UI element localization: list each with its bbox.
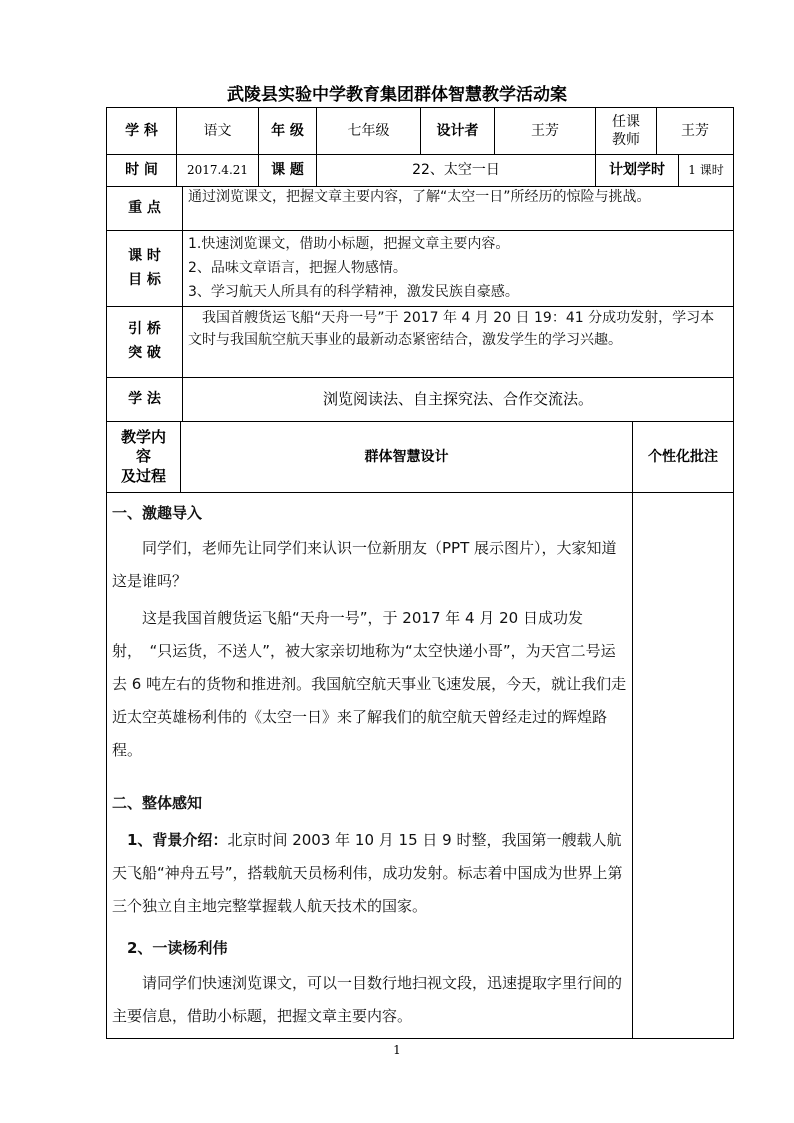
- subject-value: 语文: [203, 122, 232, 139]
- objective-item: 2、品味文章语言，把握人物感情。: [188, 260, 407, 276]
- objectives-list: [188, 232, 728, 304]
- objectives-label-line1: 课 时: [128, 247, 161, 264]
- topic-label: 课 题: [271, 162, 304, 179]
- teacher-value: 王芳: [681, 122, 709, 139]
- section2-heading: 二、整体感知: [112, 794, 203, 812]
- process-col1-header: [107, 422, 180, 492]
- bridge-label: [107, 307, 182, 377]
- section1-paragraph2: 这是我国首艘货运飞船“天舟一号”，于 2017 年 4 月 20 日成功发射， “只运货，不送人”，被大家亲切地称为“太空快递小哥”，为天宫二号运去 6 吨左右的货物和推进剂。我国航空航天事业飞速发展，今天，就让我们走近太空英雄杨利伟的《太空一日》来了解我们的航空航天曾经走过的辉煌路程。: [112, 609, 627, 759]
- process-col2-header: 群体智慧设计: [364, 448, 449, 465]
- objective-item: 3、学习航天人所具有的科学精神，激发民族自豪感。: [188, 284, 519, 300]
- document-title: 武陵县实验中学教育集团群体智慧教学活动案: [227, 85, 567, 105]
- teacher-label-line2: 教师: [612, 132, 640, 148]
- teacher-label-line1: 任课: [612, 113, 640, 130]
- method-text: 浏览阅读法、自主探究法、合作交流法。: [322, 389, 593, 408]
- bridge-text: 我国首艘货运飞船“天舟一号”于 2017 年 4 月 20 日 19：41 分成功发射，学习本文时与我国航空航天事业的最新动态紧密结合，激发学生的学习兴趣。: [188, 310, 715, 348]
- hours-value: 1 课时: [688, 162, 724, 177]
- time-value: 2017.4.21: [186, 162, 249, 177]
- designer-value: 王芳: [531, 122, 559, 139]
- background-label: 1、背景介绍：: [127, 831, 228, 849]
- process-col3-header: 个性化批注: [648, 448, 718, 465]
- section2-sub2-text: 请同学们快速浏览课文，可以一目数行地扫视文段，迅速提取字里行间的主要信息，借助小标题，把握文章主要内容。: [112, 974, 623, 1025]
- objectives-label: [107, 231, 182, 306]
- process-col1-line2: 容: [135, 447, 151, 466]
- objectives-label-line2: 目 标: [128, 271, 161, 288]
- grade-value: 七年级: [347, 122, 390, 139]
- bridge-label-line1: 引 桥: [128, 321, 161, 338]
- teacher-label: [596, 108, 656, 154]
- page-number: 1: [393, 1043, 401, 1057]
- method-label: 学 法: [128, 391, 161, 408]
- key-points-text: 通过浏览课文，把握文章主要内容，了解“太空一日”所经历的惊险与挑战。: [188, 189, 651, 205]
- objective-item: 1.快速浏览课文，借助小标题，把握文章主要内容。: [188, 236, 510, 252]
- section2-background: [112, 824, 627, 923]
- section2-sub2-heading: 2、一读杨利伟: [127, 939, 228, 957]
- process-col1-line1: 教学内: [120, 427, 166, 446]
- background-text: 北京时间 2003 年 10 月 15 日 9 时整，我国第一艘载人航天飞船“神舟五号”，搭载航天员杨利伟，成功发射。标志着中国成为世界上第三个独立自主地完整掌握载人航天技术的国家。: [112, 831, 623, 915]
- time-label: 时 间: [125, 162, 158, 179]
- grade-label: 年 级: [271, 122, 304, 139]
- section1-heading: 一、激趣导入: [112, 504, 203, 522]
- bridge-label-line2: 突 破: [128, 345, 161, 361]
- hours-label: 计划学时: [609, 162, 665, 179]
- key-points-label: 重 点: [128, 200, 161, 217]
- process-col1-line3: 及过程: [120, 466, 166, 485]
- section1-paragraph1: 同学们，老师先让同学们来认识一位新朋友（PPT 展示图片），大家知道这是谁吗？: [112, 539, 617, 590]
- topic-value: 22、太空一日: [412, 162, 500, 179]
- designer-label: 设计者: [436, 122, 479, 139]
- subject-label: 学 科: [125, 122, 158, 139]
